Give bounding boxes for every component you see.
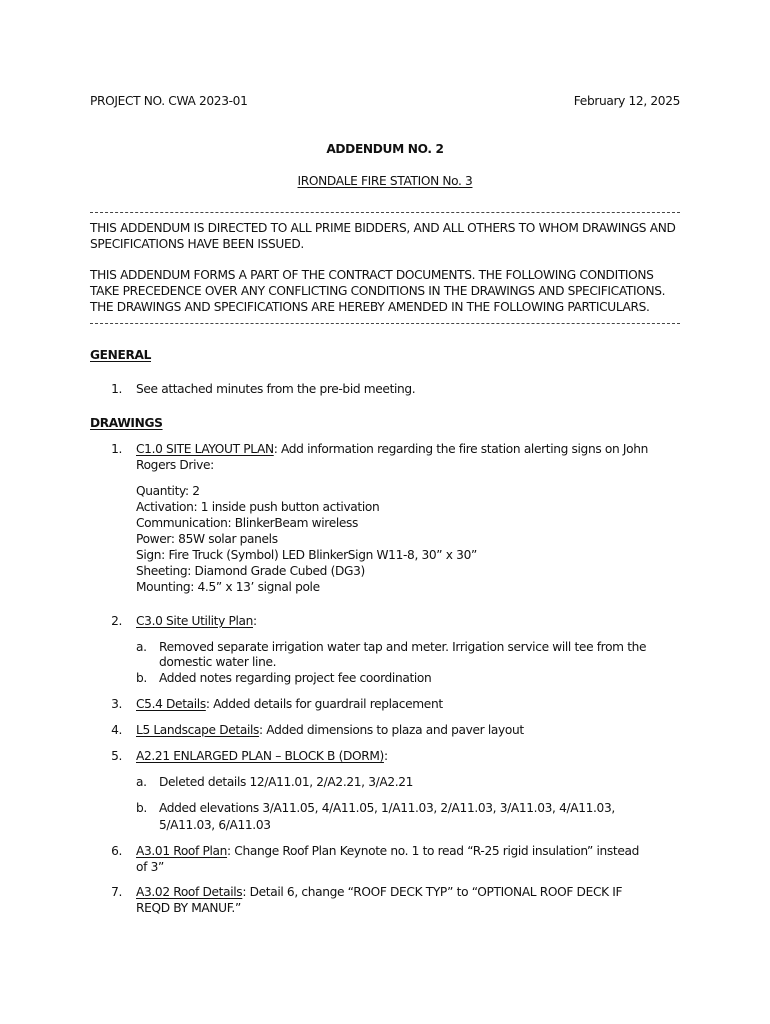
drawing-item-5-ref: A2.21 ENLARGED PLAN – BLOCK B (DORM): [136, 749, 384, 763]
intro-line-1: THIS ADDENDUM IS DIRECTED TO ALL PRIME BIDDERS, AND ALL OTHERS TO WHOM DRAWINGS AND: [90, 221, 676, 235]
drawing-item-4-text: : Added dimensions to plaza and paver layout: [259, 723, 524, 737]
intro-line-4: TAKE PRECEDENCE OVER ANY CONFLICTING CONDITIONS IN THE DRAWINGS AND SPECIFICATIONS.: [90, 284, 666, 298]
drawing-item-7-text-cont: REQD BY MANUF.”: [136, 901, 241, 915]
drawing-item-1-text-cont: Rogers Drive:: [136, 458, 214, 472]
drawing-item-5: [136, 749, 388, 765]
drawing-item-4: [136, 723, 524, 739]
sign-spec-activation: Activation: 1 inside push button activation: [136, 500, 380, 514]
drawing-item-5a-label: a.: [136, 775, 147, 789]
drawing-item-5a-line-1: Deleted details 12/A11.01, 2/A2.21, 3/A2.21: [159, 775, 414, 789]
drawing-item-2-text: :: [253, 614, 257, 628]
document-date: February 12, 2025: [573, 94, 680, 108]
drawing-item-6-text: : Change Roof Plan Keynote no. 1 to read “R-25 rigid insulation” instead: [227, 844, 640, 858]
sign-spec-sign: Sign: Fire Truck (Symbol) LED BlinkerSign W11-8, 30” x 30”: [136, 548, 477, 562]
drawing-item-7-ref: A3.02 Roof Details: [136, 885, 243, 899]
general-item-text: See attached minutes from the pre-bid meeting.: [136, 382, 416, 396]
drawing-item-2a-line-1: Removed separate irrigation water tap and meter. Irrigation service will tee from the: [159, 640, 647, 654]
sign-spec-communication: Communication: BlinkerBeam wireless: [136, 516, 359, 530]
drawing-item-1: [136, 442, 648, 458]
drawing-item-7-text: : Detail 6, change “ROOF DECK TYP” to “OPTIONAL ROOF DECK IF: [242, 885, 623, 899]
drawing-item-1-text: : Add information regarding the fire station alerting signs on John: [273, 442, 648, 456]
drawing-item-7-number: 7.: [111, 885, 122, 899]
drawings-heading: DRAWINGS: [90, 416, 163, 430]
drawing-item-4-number: 4.: [111, 723, 122, 737]
intro-line-2: SPECIFICATIONS HAVE BEEN ISSUED.: [90, 237, 304, 251]
drawing-item-2b-line-1: Added notes regarding project fee coordination: [159, 671, 432, 685]
sign-spec-quantity: Quantity: 2: [136, 484, 200, 498]
drawing-item-3-ref: C5.4 Details: [136, 697, 206, 711]
drawing-item-2: [136, 614, 257, 630]
divider-top: [90, 212, 680, 213]
drawing-item-2b-label: b.: [136, 671, 147, 685]
divider-bottom: [90, 323, 680, 324]
project-number: PROJECT NO. CWA 2023-01: [90, 94, 248, 108]
drawing-item-1-number: 1.: [111, 442, 122, 456]
sign-spec-sheeting: Sheeting: Diamond Grade Cubed (DG3): [136, 564, 365, 578]
drawing-item-2a-label: a.: [136, 640, 147, 654]
drawing-item-2-ref: C3.0 Site Utility Plan: [136, 614, 253, 628]
drawing-item-7: [136, 885, 622, 901]
drawing-item-1-ref: C1.0 SITE LAYOUT PLAN: [136, 442, 274, 456]
general-heading: GENERAL: [90, 348, 151, 362]
drawing-item-6: [136, 844, 639, 860]
drawing-item-5b-label: b.: [136, 801, 147, 815]
drawing-item-2a-line-2: domestic water line.: [159, 655, 277, 669]
drawing-item-3-text: : Added details for guardrail replacement: [205, 697, 443, 711]
drawing-item-5-number: 5.: [111, 749, 122, 763]
drawing-item-5b-line-1: Added elevations 3/A11.05, 4/A11.05, 1/A11.03, 2/A11.03, 3/A11.03, 4/A11.03,: [159, 801, 615, 815]
general-item-number: 1.: [111, 382, 122, 396]
drawing-item-6-text-cont: of 3”: [136, 860, 164, 874]
drawing-item-5-text: :: [383, 749, 388, 763]
drawing-item-5b-line-2: 5/A11.03, 6/A11.03: [159, 818, 271, 832]
project-name: [0, 174, 770, 190]
drawing-item-3-number: 3.: [111, 697, 122, 711]
drawing-item-4-ref: L5 Landscape Details: [136, 723, 260, 737]
sign-spec-mounting: Mounting: 4.5” x 13’ signal pole: [136, 580, 320, 594]
drawing-item-6-number: 6.: [111, 844, 122, 858]
addendum-title: ADDENDUM NO. 2: [326, 142, 444, 156]
sign-spec-power: Power: 85W solar panels: [136, 532, 278, 546]
intro-line-3: THIS ADDENDUM FORMS A PART OF THE CONTRACT DOCUMENTS. THE FOLLOWING CONDITIONS: [90, 268, 654, 282]
drawing-item-3: [136, 697, 443, 713]
project-name-text: IRONDALE FIRE STATION No. 3: [297, 174, 473, 188]
drawing-item-2-number: 2.: [111, 614, 122, 628]
drawing-item-6-ref: A3.01 Roof Plan: [136, 844, 228, 858]
intro-line-5: THE DRAWINGS AND SPECIFICATIONS ARE HEREBY AMENDED IN THE FOLLOWING PARTICULARS.: [90, 300, 650, 314]
